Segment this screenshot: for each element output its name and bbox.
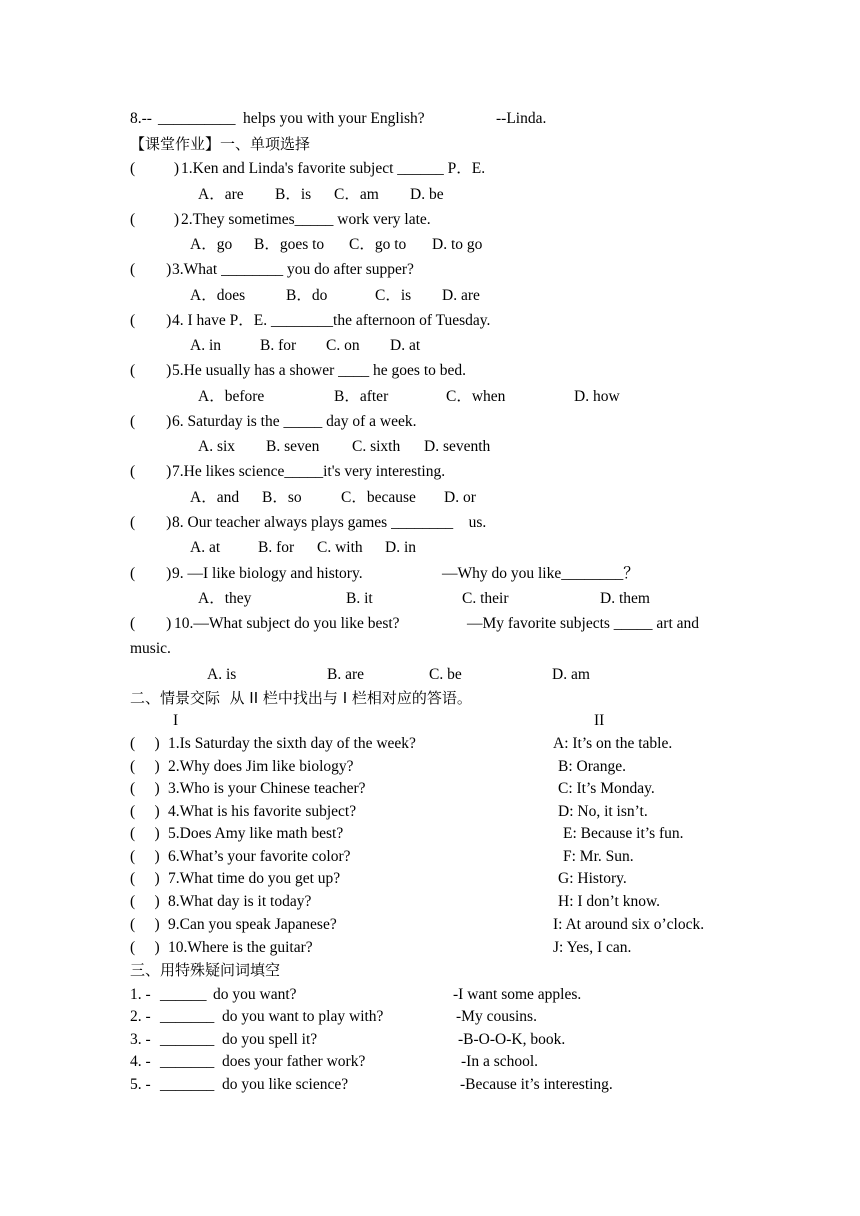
wh-question: do you like science? — [222, 1076, 349, 1093]
question-stem: 8. Our teacher always plays games ________ us. — [172, 514, 487, 531]
option: A．and — [190, 489, 240, 506]
wh-answer: -I want some apples. — [453, 986, 582, 1003]
option: C. sixth — [352, 438, 401, 455]
answer-paren: ( ) — [130, 916, 160, 933]
option: A．they — [198, 590, 252, 607]
match-answer: H: I don’t know. — [558, 893, 661, 910]
question-stem: 9. —I like biology and history. — [172, 565, 363, 582]
option: A．are — [198, 186, 244, 203]
option: B．is — [275, 186, 312, 203]
option: B．do — [286, 287, 328, 304]
option: A. at — [190, 539, 221, 556]
answer-paren: ( ) — [130, 735, 160, 752]
fill-blank: _______ — [160, 1008, 215, 1025]
option: C. be — [429, 666, 462, 683]
answer-paren: ( ) — [130, 413, 172, 430]
column-header-i: I — [173, 712, 179, 729]
match-question: 4.What is his favorite subject? — [168, 803, 357, 820]
fill-blank: _______ — [160, 1053, 215, 1070]
option: A. is — [207, 666, 237, 683]
match-question: 1.Is Saturday the sixth day of the week? — [168, 735, 416, 752]
answer-paren: ( ) — [130, 565, 172, 582]
question-stem: 7.He likes science_____it's very interesting. — [172, 463, 446, 480]
option: C. their — [462, 590, 509, 607]
option: B. seven — [266, 438, 320, 455]
match-answer: F: Mr. Sun. — [563, 848, 634, 865]
question-stem: 4. I have P．E. ________the afternoon of Tuesday. — [172, 312, 491, 329]
option: B．after — [334, 388, 389, 405]
option: D. or — [444, 489, 476, 506]
option: D. are — [442, 287, 480, 304]
question-stem: 5.He usually has a shower ____ he goes to bed. — [172, 362, 467, 379]
option: D. at — [390, 337, 421, 354]
answer-paren: ( ) — [130, 261, 172, 278]
option: C．is — [375, 287, 412, 304]
answer-paren: ( ) — [130, 514, 172, 531]
match-answer: C: It’s Monday. — [558, 780, 655, 797]
option: D. how — [574, 388, 620, 405]
q8-prefix: 8.-- — [130, 110, 152, 127]
answer-paren: ( ) — [130, 362, 172, 379]
wh-answer: -Because it’s interesting. — [460, 1076, 613, 1093]
match-question: 9.Can you speak Japanese? — [168, 916, 337, 933]
option: B. for — [260, 337, 297, 354]
question-stem: 2.They sometimes_____ work very late. — [181, 211, 431, 228]
option: B．so — [262, 489, 302, 506]
wh-question: do you spell it? — [222, 1031, 318, 1048]
item-number: 3. - — [130, 1031, 151, 1048]
option: B．goes to — [254, 236, 325, 253]
option: A．does — [190, 287, 246, 304]
answer-paren: ( ) — [130, 463, 172, 480]
option: A. in — [190, 337, 221, 354]
match-answer: A: It’s on the table. — [553, 735, 673, 752]
answer-paren: ( ) — [130, 211, 180, 228]
match-question: 10.Where is the guitar? — [168, 939, 313, 956]
item-number: 5. - — [130, 1076, 151, 1093]
match-answer: I: At around six o’clock. — [553, 916, 705, 933]
answer-paren: ( ) — [130, 615, 172, 632]
wh-answer: -My cousins. — [456, 1008, 537, 1025]
answer-paren: ( ) — [130, 803, 160, 820]
option: C．because — [341, 489, 416, 506]
q8-blank: __________ — [158, 110, 236, 127]
fill-blank: ______ — [160, 986, 207, 1003]
match-answer: B: Orange. — [558, 758, 627, 775]
option: D. to go — [432, 236, 483, 253]
question-stem-reply: —My favorite subjects _____ art and — [467, 615, 700, 632]
item-number: 1. - — [130, 986, 151, 1003]
fill-blank: _______ — [160, 1076, 215, 1093]
match-answer: D: No, it isn’t. — [558, 803, 648, 820]
option: D. in — [385, 539, 416, 556]
option: B. for — [258, 539, 295, 556]
answer-paren: ( ) — [130, 893, 160, 910]
match-answer: G: History. — [558, 870, 627, 887]
option: C．am — [334, 186, 379, 203]
option: D. am — [552, 666, 590, 683]
question-stem-reply: —Why do you like________？ — [442, 565, 639, 582]
wh-question: do you want? — [213, 986, 297, 1003]
match-answer: E: Because it’s fun. — [563, 825, 684, 842]
answer-paren: ( ) — [130, 758, 160, 775]
question-stem-continued: music. — [130, 640, 171, 657]
item-number: 4. - — [130, 1053, 151, 1070]
column-header-ii: II — [594, 712, 605, 729]
option: A. six — [198, 438, 236, 455]
answer-paren: ( ) — [130, 848, 160, 865]
option: A．before — [198, 388, 265, 405]
option: B. it — [346, 590, 373, 607]
wh-question: do you want to play with? — [222, 1008, 384, 1025]
part2-title: 二、情景交际 从 II 栏中找出与 I 栏相对应的答语。 — [130, 689, 472, 707]
answer-paren: ( ) — [130, 780, 160, 797]
match-question: 8.What day is it today? — [168, 893, 312, 910]
option: C. with — [317, 539, 363, 556]
match-question: 5.Does Amy like math best? — [168, 825, 344, 842]
part1-title: 【课堂作业】一、单项选择 — [130, 135, 311, 153]
match-question: 3.Who is your Chinese teacher? — [168, 780, 366, 797]
option: D. them — [600, 590, 650, 607]
option: C. on — [326, 337, 360, 354]
wh-answer: -In a school. — [461, 1053, 539, 1070]
option: C．when — [446, 388, 506, 405]
question-stem: 10.—What subject do you like best? — [174, 615, 400, 632]
answer-paren: ( ) — [130, 312, 172, 329]
item-number: 2. - — [130, 1008, 151, 1025]
q8-text: helps you with your English? — [243, 110, 425, 127]
match-answer: J: Yes, I can. — [553, 939, 632, 956]
fill-blank: _______ — [160, 1031, 215, 1048]
match-question: 6.What’s your favorite color? — [168, 848, 351, 865]
question-stem: 3.What ________ you do after supper? — [172, 261, 414, 278]
answer-paren: ( ) — [130, 825, 160, 842]
option: D. seventh — [424, 438, 491, 455]
wh-question: does your father work? — [222, 1053, 366, 1070]
option: B. are — [327, 666, 365, 683]
question-stem: 6. Saturday is the _____ day of a week. — [172, 413, 417, 430]
option: A．go — [190, 236, 233, 253]
match-question: 7.What time do you get up? — [168, 870, 341, 887]
option: C．go to — [349, 236, 407, 253]
match-question: 2.Why does Jim like biology? — [168, 758, 354, 775]
q8-answer: --Linda. — [496, 110, 547, 127]
option: D. be — [410, 186, 444, 203]
question-stem: 1.Ken and Linda's favorite subject ______ P．E. — [181, 160, 486, 177]
wh-answer: -B-O-O-K, book. — [458, 1031, 566, 1048]
answer-paren: ( ) — [130, 160, 180, 177]
answer-paren: ( ) — [130, 939, 160, 956]
part3-title: 三、用特殊疑问词填空 — [130, 961, 281, 979]
answer-paren: ( ) — [130, 870, 160, 887]
